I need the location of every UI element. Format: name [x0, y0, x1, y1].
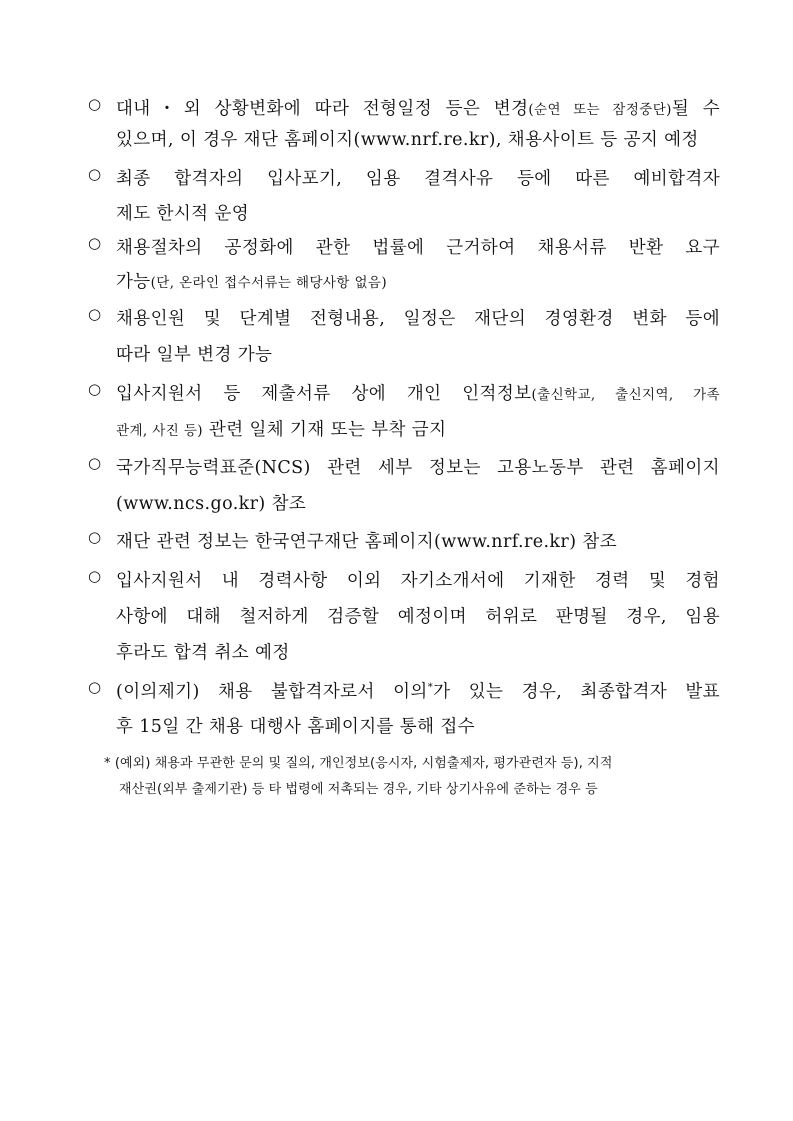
item-text: 사항에 대해 철저하게 검증할 예정이며 허위로 판명될 경우, 임용 — [116, 607, 720, 627]
bullet-circle: ○ — [88, 454, 102, 472]
item-text: 입사지원서 내 경력사항 이외 자기소개서에 기재한 경력 및 경험 — [116, 571, 720, 591]
footnote-line: 재산권(외부 출제기관) 등 타 법령에 저촉되는 경우, 기타 상기사유에 준하는 경우 등 — [119, 782, 598, 797]
item-text: 관련 일체 기재 또는 부착 금지 — [202, 420, 447, 440]
item-text-small: (단, 온라인 접수서류는 해당사항 없음) — [150, 275, 388, 291]
item-text: 될 수 — [671, 99, 721, 119]
item-text: 재단 관련 정보는 한국연구재단 홈페이지(www.nrf.re.kr) 참조 — [116, 532, 617, 552]
item-text: 후 15일 간 채용 대행사 홈페이지를 통해 접수 — [116, 717, 475, 737]
item-text: 후라도 합격 취소 예정 — [116, 643, 290, 663]
bullet-circle: ○ — [88, 380, 102, 398]
item-text: 가능 — [116, 272, 151, 292]
item-text: 입사지원서 등 제출서류 상에 개인 인적정보 — [116, 384, 532, 404]
bullet-circle: ○ — [88, 95, 102, 113]
item-text: (이의제기) 채용 불합격자로서 이의 — [116, 682, 428, 702]
bullet-circle: ○ — [88, 678, 102, 696]
footnote-line: * (예외) 채용과 무관한 문의 및 질의, 개인정보(응시자, 시험출제자, 평가관련자 등), 지적 — [104, 756, 613, 771]
bullet-circle: ○ — [88, 234, 102, 252]
item-text-small: (순연 또는 잠정중단) — [528, 102, 672, 118]
item-text: 제도 한시적 운영 — [116, 204, 250, 224]
item-text-small: (출신학교, 출신지역, 가족 — [531, 387, 720, 403]
item-text: 최종 합격자의 입사포기, 임용 결격사유 등에 따른 예비합격자 — [116, 169, 720, 189]
bullet-circle: ○ — [88, 567, 102, 585]
item-text-small: 관계, 사진 등) — [116, 423, 203, 439]
item-text: 대내・외 상황변화에 따라 전형일정 등은 변경 — [116, 99, 529, 119]
item-text: 국가직무능력표준(NCS) 관련 세부 정보는 고용노동부 관련 홈페이지 — [116, 458, 720, 478]
footnote-marker: * — [427, 682, 434, 694]
item-text: 채용절차의 공정화에 관한 법률에 근거하여 채용서류 반환 요구 — [116, 238, 720, 258]
item-text: 가 있는 경우, 최종합격자 발표 — [433, 682, 720, 702]
item-text: 채용인원 및 단계별 전형내용, 일정은 재단의 경영환경 변화 등에 — [116, 309, 720, 329]
bullet-circle: ○ — [88, 305, 102, 323]
bullet-circle: ○ — [88, 528, 102, 546]
item-text: 따라 일부 변경 가능 — [116, 345, 273, 365]
bullet-circle: ○ — [88, 165, 102, 183]
item-text: 있으며, 이 경우 재단 홈페이지(www.nrf.re.kr), 채용사이트 등 공지 예정 — [116, 130, 699, 150]
item-text: (www.ncs.go.kr) 참조 — [116, 494, 307, 514]
